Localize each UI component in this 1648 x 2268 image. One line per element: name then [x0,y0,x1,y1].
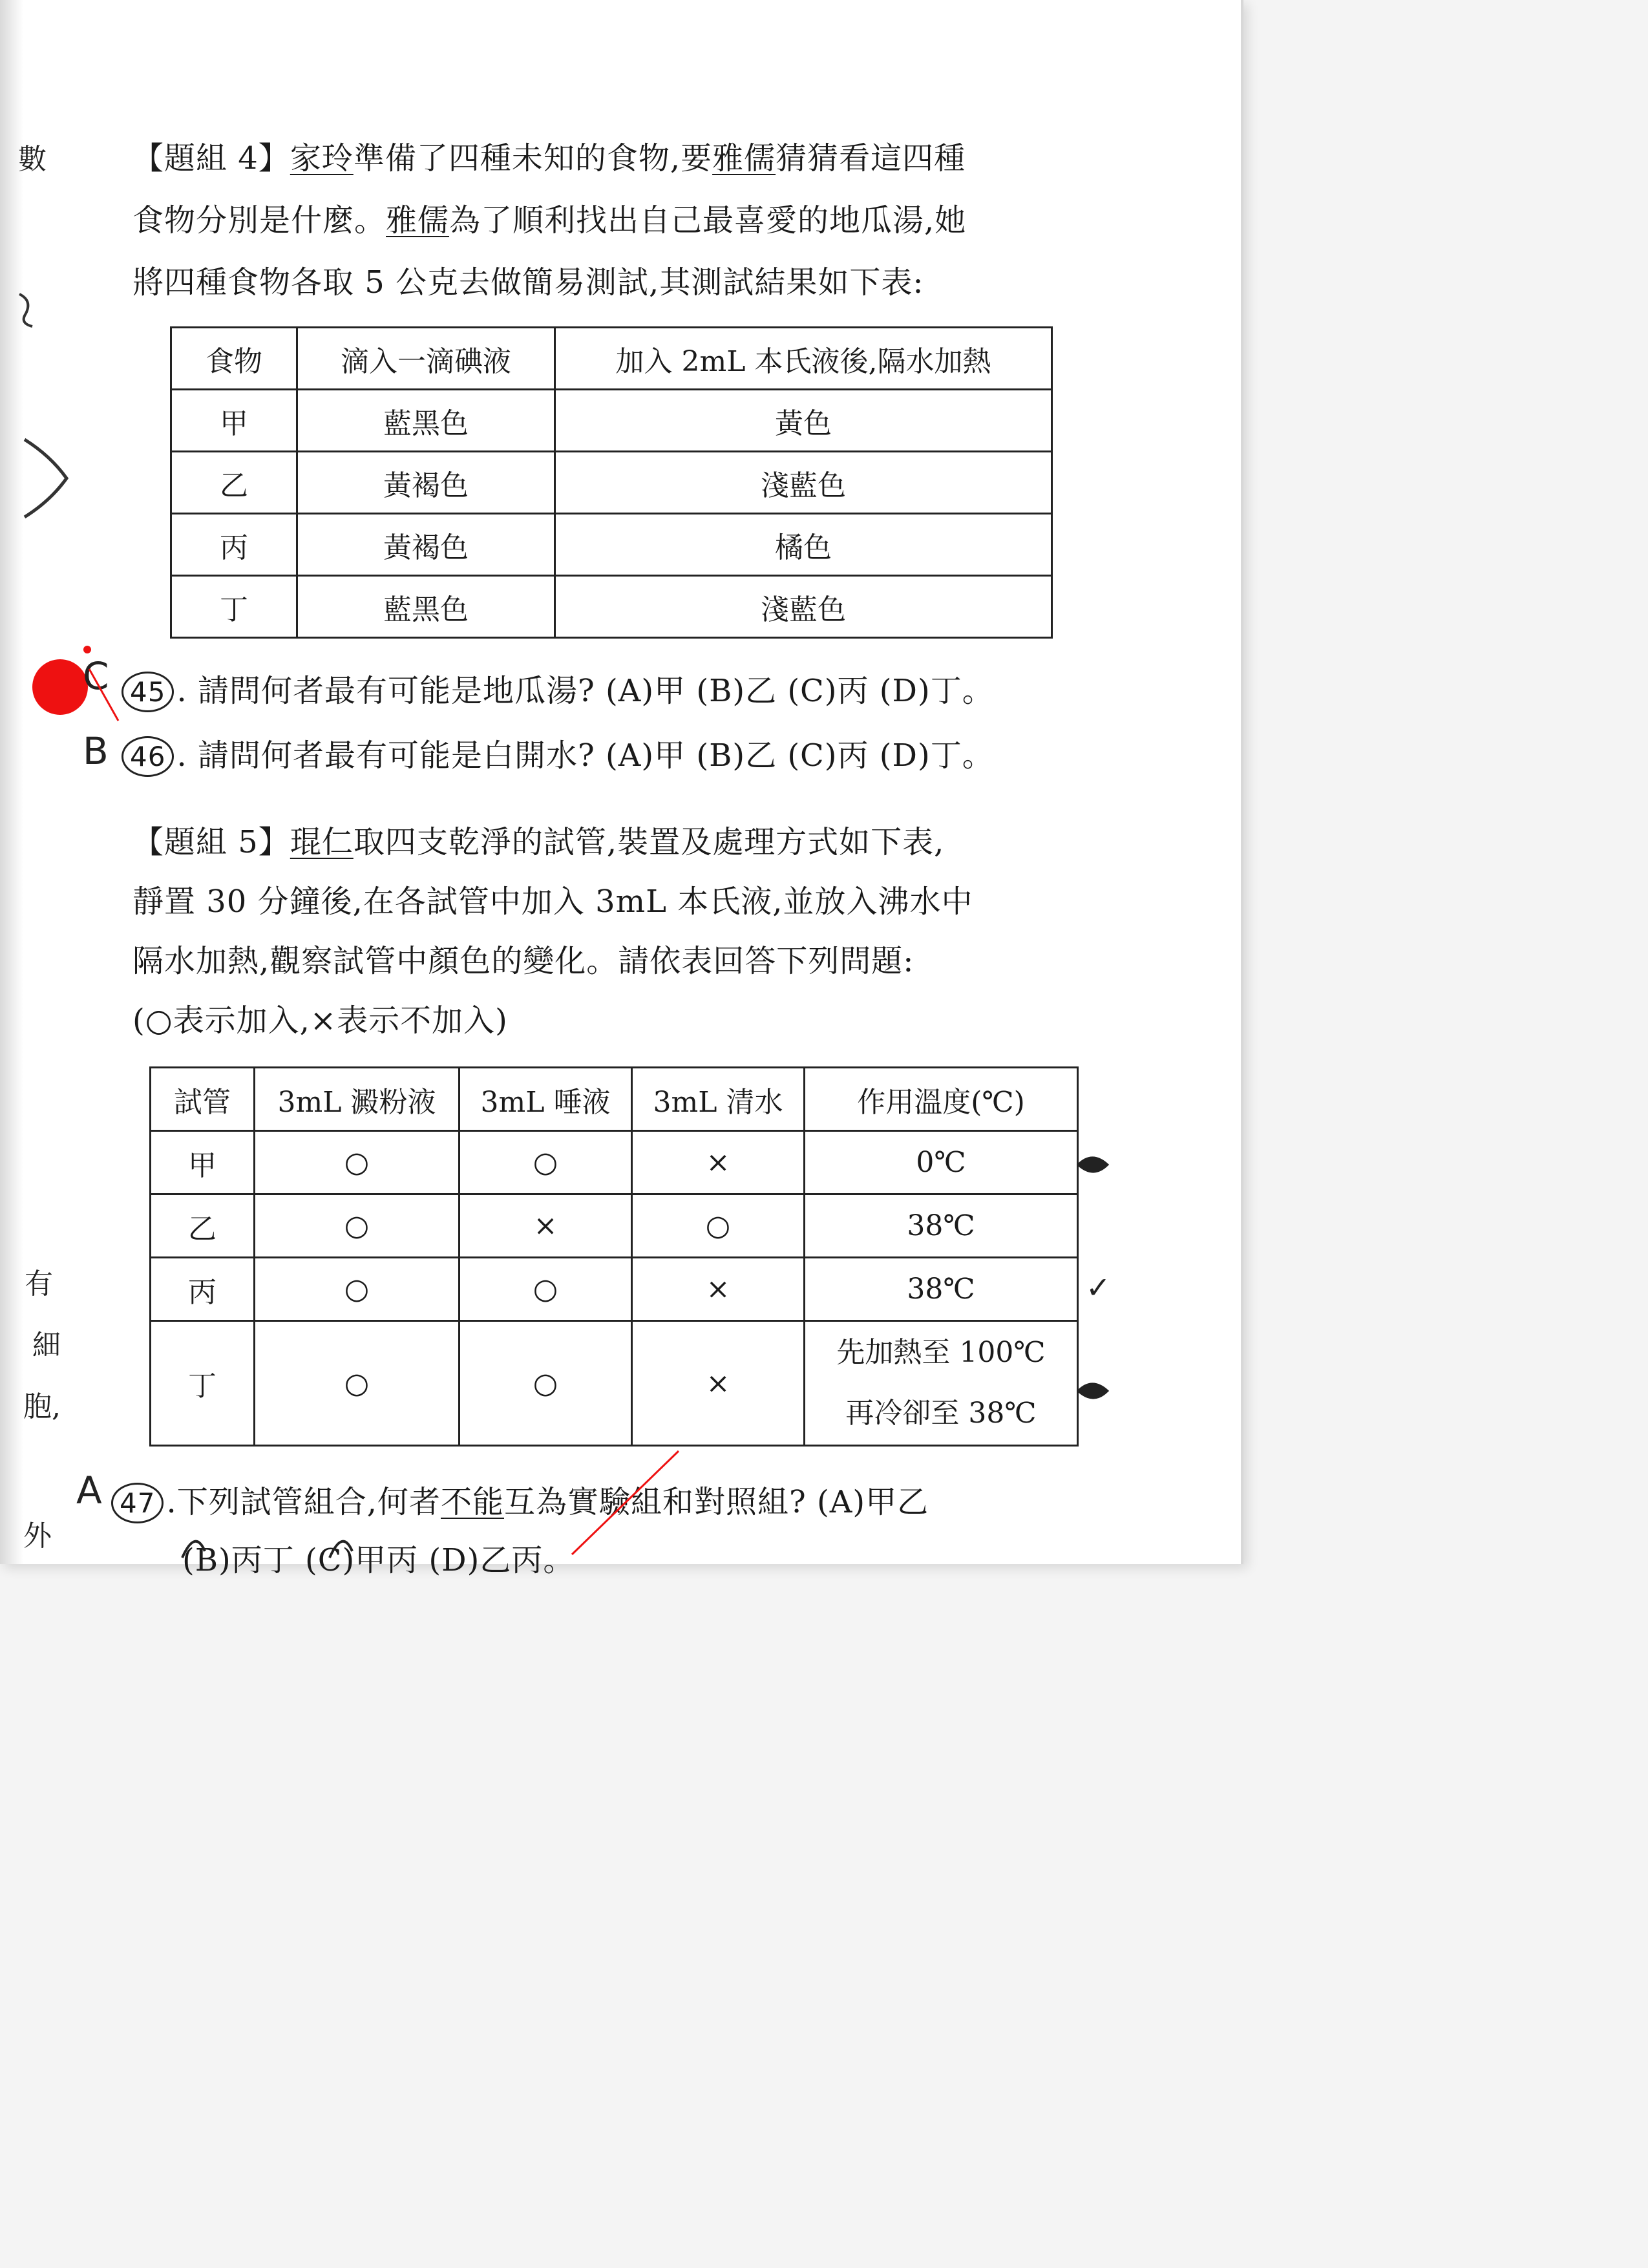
text-span: 食物分別是什麼。 [132,202,386,238]
person-name: 雅儒 [386,202,450,238]
person-name: 琨仁 [290,824,354,860]
group5-line3: 隔水加熱,觀察試管中顏色的變化。請依表回答下列問題: [132,943,914,979]
margin-char: 細 [32,1329,61,1362]
group4-label: 【題組 4】 [132,140,290,176]
table-cell: × [460,1194,632,1258]
table-cell: ○ [255,1321,460,1446]
group5-line2: 靜置 30 分鐘後,在各試管中加入 3mL 本氏液,並放入沸水中 [132,884,973,920]
table-cell: 乙 [171,452,297,514]
table-cell: 黃色 [555,390,1052,452]
question-number: 45 [121,672,174,712]
text-span: 為了順利找出自己最喜愛的地瓜湯,她 [449,202,967,238]
table-cell: 38℃ [805,1194,1078,1258]
table-cell: 0℃ [805,1131,1078,1194]
table-cell: 38℃ [805,1258,1078,1321]
red-dot-small [83,646,91,653]
person-name: 家玲 [290,140,354,176]
table-cell: 淺藍色 [555,452,1052,514]
table-cell: × [632,1258,805,1321]
temp-line: 再冷卻至 38℃ [845,1397,1037,1430]
table-cell: ○ [255,1258,460,1321]
question-47-options: (B)丙丁 (C)甲丙 (D)乙丙。 [182,1542,575,1578]
table-cell: ○ [255,1131,460,1194]
question-text: . 請問何者最有可能是白開水? (A)甲 (B)乙 (C)丙 (D)丁。 [176,737,994,774]
group5-line4: (○表示加入,×表示不加入) [132,1002,508,1039]
margin-char: 胞, [23,1390,61,1423]
table-cell: 淺藍色 [555,576,1052,638]
margin-char: 外 [23,1520,52,1553]
table-cell: ○ [460,1131,632,1194]
margin-char: 數 [18,143,47,176]
eye-doodle [1078,1384,1108,1398]
table-header: 試管 [151,1068,255,1131]
margin-char: 有 [25,1267,53,1300]
red-slash [572,1451,679,1554]
table-cell: × [632,1321,805,1446]
table-cell: 丙 [171,514,297,576]
table-header: 3mL 唾液 [460,1068,632,1131]
question-number: 47 [111,1483,164,1523]
table-cell: × [632,1131,805,1194]
table-cell: 甲 [151,1131,255,1194]
table-cell: 黃褐色 [297,514,555,576]
person-name: 雅儒 [712,140,776,176]
table-cell: 橘色 [555,514,1052,576]
table-cell: 乙 [151,1194,255,1258]
margin-bracket [25,440,67,517]
option-c-crossout [330,1542,352,1558]
table-cell: 甲 [171,390,297,452]
table-header: 滴入一滴碘液 [297,328,555,390]
question-text: .下列試管組合,何者 [166,1484,441,1520]
table-header: 3mL 清水 [632,1068,805,1131]
eye-doodle [1078,1158,1108,1172]
text-span: 猜猜看這四種 [776,140,966,176]
table-header: 加入 2mL 本氏液後,隔水加熱 [555,328,1052,390]
table-header: 3mL 澱粉液 [255,1068,460,1131]
margin-squiggle [19,294,32,326]
question-number: 46 [121,736,174,777]
text-span: 準備了四種未知的食物,要 [353,140,713,176]
table-header: 作用溫度(℃) [805,1068,1078,1131]
table-cell: ○ [460,1321,632,1446]
text-span: 取四支乾淨的試管,裝置及處理方式如下表, [353,824,945,860]
table-header: 食物 [171,328,297,390]
group4-line3: 將四種食物各取 5 公克去做簡易測試,其測試結果如下表: [132,264,924,301]
table-cell: ○ [460,1258,632,1321]
red-tick [89,669,118,721]
emphasis-text: 不能 [440,1484,504,1520]
handwritten-answer: A [76,1468,102,1512]
option-b-crossout [182,1542,205,1558]
group5-label: 【題組 5】 [132,824,290,860]
table-cell: 丙 [151,1258,255,1321]
table-cell: ○ [632,1194,805,1258]
handwritten-answer: B [83,729,109,773]
temp-line: 先加熱至 100℃ [836,1336,1046,1369]
check-mark: ✓ [1086,1270,1111,1305]
table-cell: 黃褐色 [297,452,555,514]
table-cell: 丁 [171,576,297,638]
question-text: . 請問何者最有可能是地瓜湯? (A)甲 (B)乙 (C)丙 (D)丁。 [176,673,994,709]
table-cell: 藍黑色 [297,576,555,638]
table-cell: 丁 [151,1321,255,1446]
table-cell: ○ [255,1194,460,1258]
handwritten-answer: C [83,654,109,698]
table-cell: 藍黑色 [297,390,555,452]
question-text: 互為實驗組和對照組? (A)甲乙 [504,1484,929,1520]
